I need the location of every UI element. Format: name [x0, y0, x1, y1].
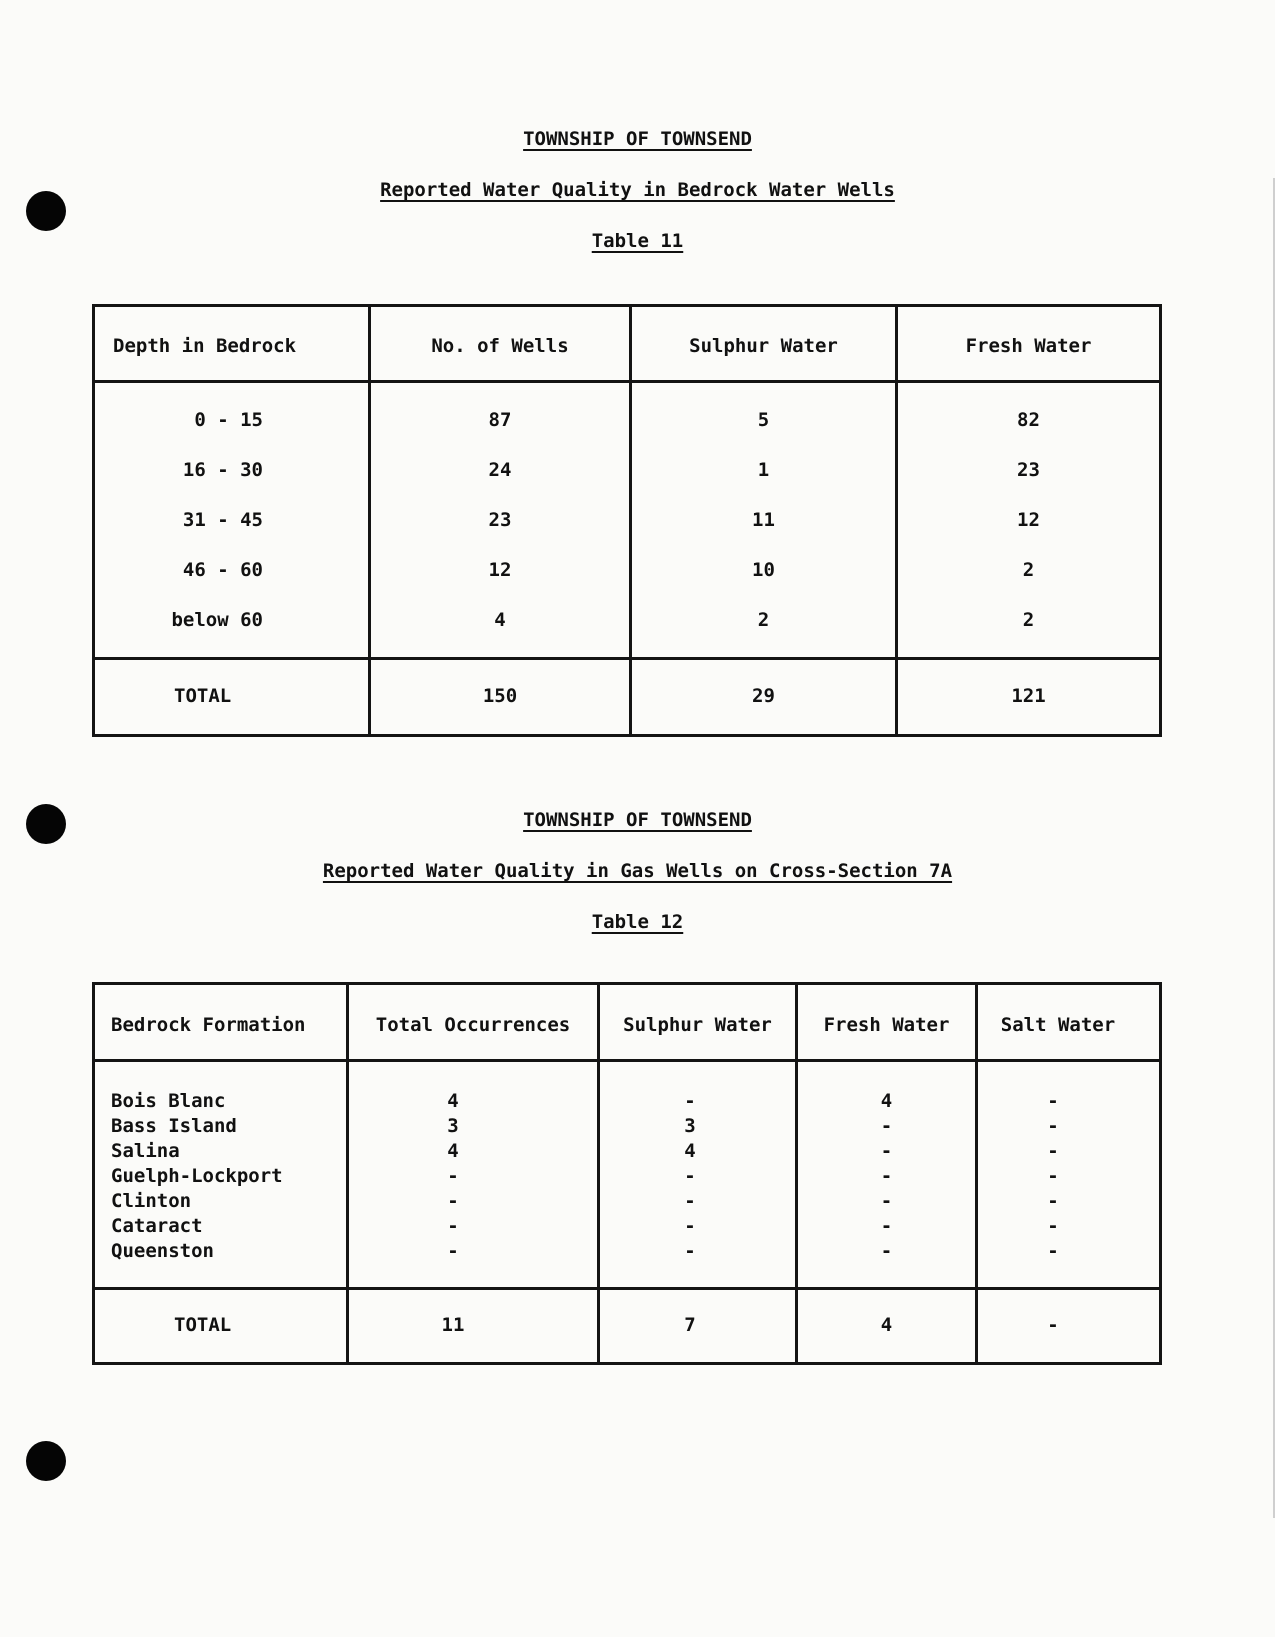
- table12-row-salt: -: [1047, 1115, 1059, 1137]
- table12-row-formation: Guelph-Lockport: [111, 1165, 283, 1187]
- table11-row-sulphur: 10: [752, 559, 775, 581]
- table12-row-sulphur: 3: [684, 1115, 696, 1137]
- table12-township-heading: TOWNSHIP OF TOWNSEND: [523, 809, 752, 831]
- table11-row-fresh: 12: [1017, 509, 1040, 531]
- table11-row-sulphur: 1: [757, 459, 770, 481]
- table12-row-salt: -: [1047, 1240, 1059, 1262]
- table11-row-depth: 0 - 15: [194, 409, 263, 431]
- table12-row-sulphur: 4: [684, 1140, 696, 1162]
- table12-row-fresh: 4: [880, 1090, 893, 1112]
- table11-total-sulphur: 29: [752, 685, 775, 707]
- table11-row-depth: 46 - 60: [182, 559, 263, 581]
- table12-subtitle: Reported Water Quality in Gas Wells on Cross-Section 7A: [322, 860, 953, 882]
- table12-row-occurrences: 4: [447, 1140, 459, 1162]
- table12-row-sulphur: -: [684, 1215, 696, 1237]
- table12-total-occurrences: 11: [441, 1314, 465, 1336]
- table12-row-salt: -: [1047, 1165, 1059, 1187]
- table12-row-sulphur: -: [684, 1190, 696, 1212]
- table12-row-formation: Cataract: [111, 1215, 203, 1237]
- table12-total-salt: -: [1047, 1314, 1059, 1336]
- table12-row-formation: Clinton: [111, 1190, 192, 1212]
- table12-label: Table 12: [591, 911, 684, 933]
- table11-row-wells: 23: [488, 509, 512, 531]
- table11-header-sulphur: Sulphur Water: [689, 335, 838, 357]
- table11-township-heading: TOWNSHIP OF TOWNSEND: [523, 128, 752, 150]
- table11-header-depth: Depth in Bedrock: [113, 335, 297, 357]
- table12-row-salt: -: [1047, 1140, 1059, 1162]
- table12-row-occurrences: -: [447, 1190, 459, 1212]
- table11-total-label: TOTAL: [174, 685, 232, 707]
- table11-row-depth: 31 - 45: [182, 509, 263, 531]
- table12-header-sulphur: Sulphur Water: [623, 1014, 772, 1036]
- table12-row-fresh: -: [880, 1165, 893, 1187]
- table11-header-wells: No. of Wells: [431, 335, 569, 357]
- table11-row-fresh: 23: [1017, 459, 1040, 481]
- table12-row-salt: -: [1047, 1190, 1059, 1212]
- table11-row-sulphur: 2: [757, 609, 770, 631]
- punch-hole-bottom: [26, 1441, 66, 1481]
- table11-total-fresh: 121: [1011, 685, 1046, 707]
- table12-row-occurrences: -: [447, 1165, 459, 1187]
- table11-row-fresh: 82: [1017, 409, 1040, 431]
- table12-total-label: TOTAL: [174, 1314, 232, 1336]
- table12-row-salt: -: [1047, 1215, 1059, 1237]
- table12-row-formation: Salina: [111, 1140, 180, 1162]
- table12-row-fresh: -: [880, 1240, 893, 1262]
- table11-header-fresh: Fresh Water: [965, 335, 1092, 357]
- table11-row-wells: 24: [488, 459, 512, 481]
- table12-row-occurrences: 4: [447, 1090, 459, 1112]
- table12-row-occurrences: -: [447, 1215, 459, 1237]
- table12-row-formation: Bois Blanc: [111, 1090, 226, 1112]
- table12-row-occurrences: 3: [447, 1115, 459, 1137]
- table11: [92, 304, 1162, 737]
- table11-row-wells: 12: [488, 559, 512, 581]
- table11-row-wells: 87: [488, 409, 512, 431]
- table12-total-fresh: 4: [880, 1314, 893, 1336]
- table12-row-sulphur: -: [684, 1165, 696, 1187]
- table12-header-formation: Bedrock Formation: [111, 1014, 306, 1036]
- table12: [92, 982, 1162, 1365]
- table11-row-fresh: 2: [1022, 559, 1035, 581]
- table11-row-wells: 4: [494, 609, 506, 631]
- table12-total-sulphur: 7: [684, 1314, 696, 1336]
- table12-row-sulphur: -: [684, 1090, 696, 1112]
- table12-header-occurrences: Total Occurrences: [375, 1014, 571, 1036]
- table12-header-fresh: Fresh Water: [823, 1014, 950, 1036]
- table11-total-wells: 150: [482, 685, 518, 707]
- table12-row-sulphur: -: [684, 1240, 696, 1262]
- table11-row-depth: 16 - 30: [182, 459, 263, 481]
- table11-row-sulphur: 11: [752, 509, 775, 531]
- table12-row-fresh: -: [880, 1140, 893, 1162]
- table12-row-formation: Bass Island: [111, 1115, 237, 1137]
- table11-label: Table 11: [591, 230, 684, 252]
- table11-subtitle: Reported Water Quality in Bedrock Water Wells: [380, 179, 895, 201]
- table12-row-salt: -: [1047, 1090, 1059, 1112]
- table11-row-fresh: 2: [1022, 609, 1035, 631]
- table11-row-sulphur: 5: [757, 409, 770, 431]
- table11-row-depth: below 60: [171, 609, 263, 631]
- table12-row-formation: Queenston: [111, 1240, 214, 1262]
- table12-row-fresh: -: [880, 1115, 893, 1137]
- table12-row-fresh: -: [880, 1190, 893, 1212]
- table12-row-fresh: -: [880, 1215, 893, 1237]
- table12-header-salt: Salt Water: [1000, 1014, 1116, 1036]
- table12-row-occurrences: -: [447, 1240, 459, 1262]
